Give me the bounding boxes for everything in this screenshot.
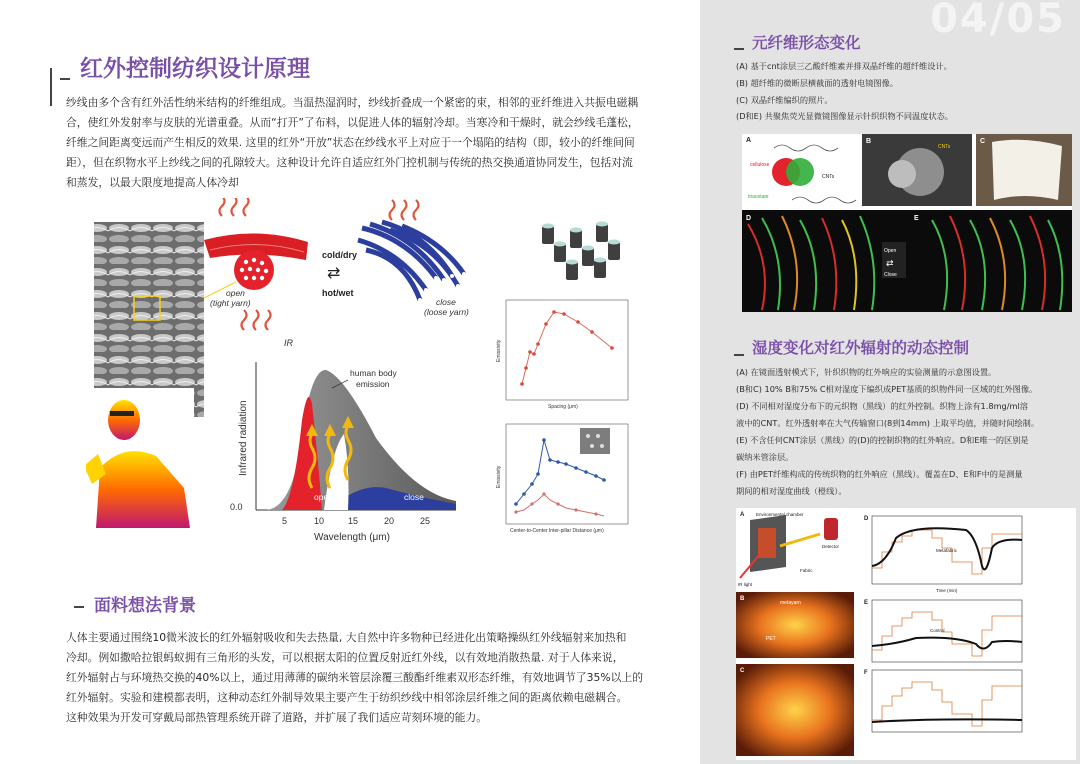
panel-c-label: C — [980, 138, 986, 145]
close-yarn-illustration — [358, 222, 464, 300]
panel-f-label: F — [864, 670, 868, 676]
triacetate-label: triacetate — [748, 194, 769, 200]
thermal-image-c — [736, 664, 854, 756]
open-label: open — [226, 288, 245, 298]
pet-label: PET — [766, 636, 776, 642]
emissivity-spacing-plot — [496, 300, 628, 410]
spectrum-x-tick: 25 — [420, 516, 431, 526]
caption-line: (D和E) 共聚焦荧光显微镜图像显示针织织物不同温度状态。 — [736, 111, 953, 121]
panel-c-label: C — [740, 668, 745, 674]
panel-e-label: E — [914, 215, 919, 222]
spectrum-x-label: Wavelength (μm) — [314, 532, 390, 543]
panel-a-label: A — [746, 137, 752, 144]
caption-line: (B) 超纤维的微断层横截面的透射电镜图像。 — [736, 78, 898, 88]
ir-waves-bottom — [242, 310, 271, 330]
caption-line: 期间的相对湿度曲线（橙线）。 — [736, 486, 847, 496]
close-sub-label: (loose yarn) — [424, 307, 469, 317]
page-number: 04/05 — [930, 0, 1066, 42]
scatter2-x-label: Center-to-Center Inter-pillar Distance (μm) — [510, 528, 604, 534]
close-label: close — [436, 297, 456, 307]
open-yarn-illustration — [204, 233, 308, 290]
spectrum-x-tick: 10 — [314, 516, 325, 526]
cnts-label: CNTs — [822, 174, 835, 180]
spectrum-x-tick: 15 — [348, 516, 359, 526]
spectrum-y-label: Infrared radiation — [238, 400, 249, 476]
intro-line: 纱线由多个含有红外活性纳米结构的纤维组成。当温热湿润时，纱线折叠成一个紧密的束，相邻的亚纤维进入共振电磁耦 — [66, 96, 639, 109]
section-title-humidity: 湿度变化对红外辐射的动态控制 — [752, 339, 970, 357]
hot-wet-label: hot/wet — [322, 288, 354, 298]
panel-e-label: E — [864, 600, 869, 606]
panel-a-label: A — [740, 512, 745, 518]
intro-line: 合，使红外发射率与皮肤的光谱重叠。从而“打开”了布料，以促进人体的辐射冷却。当寒冷和干燥时，就会纱线毛蓬松， — [66, 116, 639, 129]
thermal-person-image — [86, 388, 194, 546]
spectrum-x-tick: 20 — [384, 516, 395, 526]
emission-label: emission — [356, 379, 390, 389]
scatter1-y-label: Emissivity — [496, 339, 502, 362]
caption-line: (B和C) 10% B和75% C相对湿度下编织成PET基质的织物件同一区域的红外图像。 — [736, 384, 1038, 394]
open-band-label: open — [314, 492, 333, 502]
panel-b-label: B — [866, 138, 872, 145]
humidity-control-figure — [736, 508, 1076, 760]
intro-line: 距），但在织物水平上纱线之间的孔隙较大。这种设计允许自适应红外门控机制与传统的热交换通道协同发生，包括对流 — [66, 156, 633, 169]
sem-cnts-label: CNTs — [938, 144, 951, 150]
right-panel — [700, 0, 1080, 764]
caption-line: (D) 不同相对湿度分布下的元织物（黑线）的红外控制。织物上涂有1.8mg/ml溶 — [736, 401, 1028, 411]
time-axis-label: Time (min) — [936, 588, 958, 593]
scatter2-y-label: Emissivity — [496, 465, 502, 488]
fabric-label: Fabric — [800, 568, 813, 573]
ir-waves-top-right — [390, 200, 419, 220]
toggle-arrow-icon: ⇄ — [886, 259, 894, 269]
metafabric-label: Metafabric — [936, 548, 958, 553]
section-dash — [734, 48, 744, 50]
open-sub-label: (tight yarn) — [210, 298, 251, 308]
reversible-arrow-icon: ⇄ — [327, 263, 341, 282]
scatter1-x-label: Spacing (μm) — [548, 404, 578, 410]
background-line: 人体主要通过围绕10微米波长的红外辐射吸收和失去热量, 大自然中许多物种已经进化出策略操纵红外线辐射来加热和 — [66, 631, 627, 644]
emissivity-distance-plot — [496, 424, 628, 534]
control-label: Control — [930, 628, 945, 633]
ir-label: IR — [284, 338, 293, 348]
intro-line: 纤维之间距离变远而产生相反的效果. 这里的红外“开放”状态在纱线水平上对应于一个塌陷的结构（即，较小的纤维间间 — [66, 136, 635, 149]
section-dash — [74, 606, 84, 608]
caption-line: 碳纳米管涂层。 — [736, 452, 794, 462]
section-dash — [734, 354, 744, 356]
ir-waves-top-left — [220, 198, 249, 216]
cellulose-label: cellulose — [750, 162, 770, 168]
open-state-label: Open — [884, 248, 897, 254]
caption-line: 液中的CNT。红外透射率在大气传输窗口(8到14mm) 上取平均值，并随时间绘制。 — [736, 418, 1040, 428]
spectrum-x-tick: 5 — [282, 516, 288, 526]
background-line: 冷却。例如撒哈拉银蚂蚁拥有三角形的头发，可以根据太阳的位置反射近红外线，以有效地消散热量. 对于人体来说， — [66, 651, 624, 664]
detector-label: Detector — [822, 544, 840, 549]
fiber-morphology-figure — [742, 134, 1072, 312]
page-title: 红外控制纺织设计原理 — [80, 56, 310, 82]
ir-light-label: IR light — [738, 582, 753, 587]
close-band-label: close — [404, 492, 424, 502]
section-title-background: 面料想法背景 — [94, 596, 196, 616]
title-dash — [60, 78, 70, 80]
spectrum-y0-tick: 0.0 — [230, 502, 243, 512]
human-body-label: human body — [350, 368, 397, 378]
caption-line: (A) 在镜面透射模式下，针织织物的红外响应的实验测量的示意图设置。 — [736, 367, 997, 377]
metayarn-label: metayarn — [780, 600, 801, 606]
panel-b-label: B — [740, 596, 745, 602]
panel-d-label: D — [864, 516, 869, 522]
infrared-principle-figure — [86, 198, 646, 548]
background-line: 红外辐射占与环境热交换的40%以上，通过用薄薄的碳纳米管层涂覆三酸酯纤维素双形态纤维，有效地调节了35%以上的 — [66, 671, 644, 684]
caption-line: (A) 基于cnt涂层三乙酸纤维素并排双晶纤维的超纤维设计。 — [736, 61, 952, 71]
background-line: 这种效果为开发可穿戴局部热管理系统开辟了道路，并扩展了我们适应苛刻环境的能力。 — [66, 711, 488, 724]
section-title-fiber: 元纤维形态变化 — [752, 34, 861, 52]
background-line: 红外辐射。实验和建模都表明，这种动态红外制导效果主要产生于纺织纱线中相邻涂层纤维之间的距离依赖电磁耦合。 — [66, 691, 628, 704]
caption-line: (E) 不含任何CNT涂层（黑线）的(D)的控制织物的红外响应。D和E唯一的区别是 — [736, 435, 1029, 445]
close-state-label: Close — [884, 272, 897, 278]
intro-line: 和蒸发，以最大限度地提高人体冷却 — [66, 176, 239, 189]
spectrum-plot — [230, 362, 456, 543]
env-chamber-label: Environmental chamber — [756, 512, 804, 517]
nano-pillars-illustration — [542, 222, 620, 281]
confocal-images — [742, 210, 1072, 312]
caption-line: (C) 双晶纤维编织的照片。 — [736, 95, 833, 105]
caption-line: (F) 由PET纤维构成的传统织物的红外响应（黑线）。覆盖在D、E和F中的是测量 — [736, 469, 1023, 479]
panel-d-label: D — [746, 215, 752, 222]
cold-dry-label: cold/dry — [322, 250, 358, 260]
title-bar-decoration — [50, 68, 52, 106]
